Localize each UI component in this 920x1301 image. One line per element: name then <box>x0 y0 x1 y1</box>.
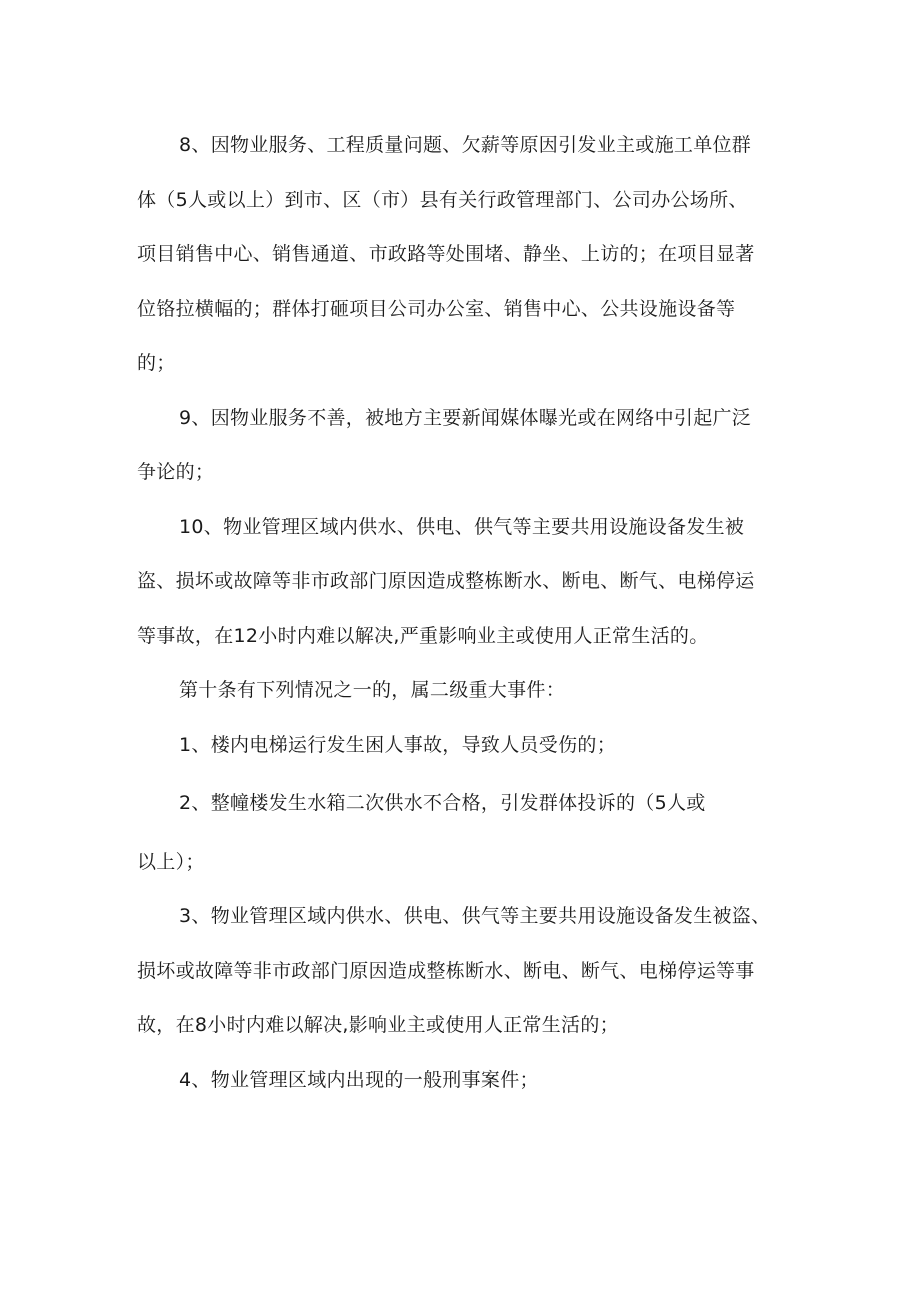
level-two-item-1 <box>137 718 787 773</box>
paragraph-line: 4、物业管理区域内出现的一般刑事案件； <box>179 1068 539 1091</box>
paragraph-item-8 <box>137 118 787 391</box>
article-ten-heading <box>137 663 787 718</box>
paragraph-line: 故，在8小时内难以解决,影响业主或使用人正常生活的； <box>137 1014 619 1036</box>
paragraph-line: 损坏或故障等非市政部门原因造成整栋断水、断电、断气、电梯停运等事 <box>137 959 755 982</box>
paragraph-line: 的； <box>137 352 176 374</box>
paragraph-item-10 <box>137 500 787 664</box>
paragraph-line: 盗、损坏或故障等非市政部门原因造成整栋断水、断电、断气、电梯停运 <box>137 570 755 592</box>
paragraph-line: 争论的； <box>137 461 215 483</box>
document-body <box>137 118 787 1107</box>
paragraph-line: 2、整幢楼发生水箱二次供水不合格，引发群体投诉的（5人或 <box>179 792 706 814</box>
paragraph-item-9 <box>137 391 787 500</box>
paragraph-line: 3、物业管理区域内供水、供电、供气等主要共用设施设备发生被盗、 <box>179 905 771 927</box>
paragraph-line: 9、因物业服务不善，被地方主要新闻媒体曝光或在网络中引起广泛 <box>179 406 752 429</box>
paragraph-line: 1、楼内电梯运行发生困人事故，导致人员受伤的； <box>179 733 616 756</box>
paragraph-line: 8、因物业服务、工程质量问题、欠薪等原因引发业主或施工单位群 <box>179 134 752 156</box>
paragraph-line: 等事故，在12小时内难以解决,严重影响业主或使用人正常生活的。 <box>137 624 709 647</box>
level-two-item-3 <box>137 889 787 1053</box>
paragraph-line: 项目销售中心、销售通道、市政路等处围堵、静坐、上访的；在项目显著 <box>137 243 755 265</box>
level-two-item-4 <box>137 1053 787 1108</box>
paragraph-line: 第十条有下列情况之一的，属二级重大事件： <box>179 679 566 701</box>
paragraph-line: 体（5人或以上）到市、区（市）县有关行政管理部门、公司办公场所、 <box>137 188 748 211</box>
paragraph-line: 位铬拉横幅的；群体打砸项目公司办公室、销售中心、公共设施设备等 <box>137 297 736 320</box>
level-two-item-2 <box>137 776 787 889</box>
paragraph-line: 以上）； <box>137 850 205 873</box>
paragraph-line: 10、物业管理区域内供水、供电、供气等主要共用设施设备发生被 <box>179 515 745 538</box>
